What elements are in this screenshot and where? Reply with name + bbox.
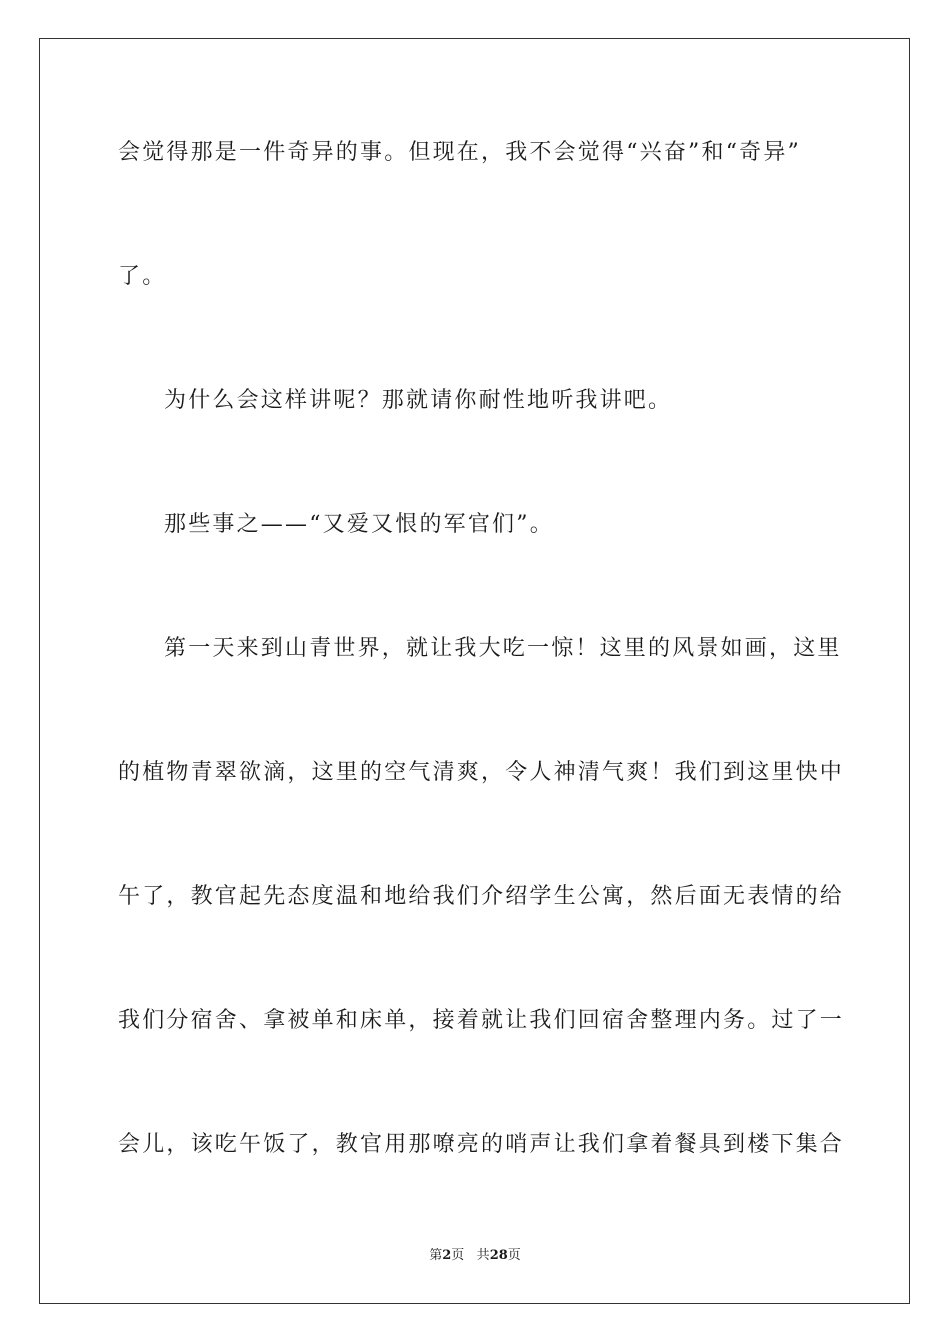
- page-number-label: 第2页: [429, 1248, 465, 1263]
- text-line-2: 了。: [118, 264, 167, 289]
- total-page-count: 28: [489, 1248, 508, 1263]
- text-line-4: 那些事之——“又爱又恨的军官们”。: [164, 512, 554, 537]
- text-line-5: 第一天来到山青世界，就让我大吃一惊！这里的风景如画，这里: [164, 636, 842, 661]
- current-page-number: 2: [442, 1248, 452, 1263]
- total-pages-label: 共28页: [476, 1248, 521, 1263]
- text-line-9: 会儿，该吃午饭了，教官用那嘹亮的哨声让我们拿着餐具到楼下集合: [118, 1132, 845, 1157]
- text-line-6: 的植物青翠欲滴，这里的空气清爽，令人神清气爽！我们到这里快中: [118, 760, 845, 785]
- text-line-1: 会觉得那是一件奇异的事。但现在，我不会觉得“兴奋”和“奇异”: [118, 140, 801, 165]
- text-line-3: 为什么会这样讲呢？那就请你耐性地听我讲吧。: [164, 388, 673, 413]
- text-line-8: 我们分宿舍、拿被单和床单，接着就让我们回宿舍整理内务。过了一: [118, 1008, 845, 1033]
- page-border: [39, 38, 910, 1304]
- page-footer: [0, 1247, 950, 1265]
- text-line-7: 午了，教官起先态度温和地给我们介绍学生公寓，然后面无表情的给: [118, 884, 845, 909]
